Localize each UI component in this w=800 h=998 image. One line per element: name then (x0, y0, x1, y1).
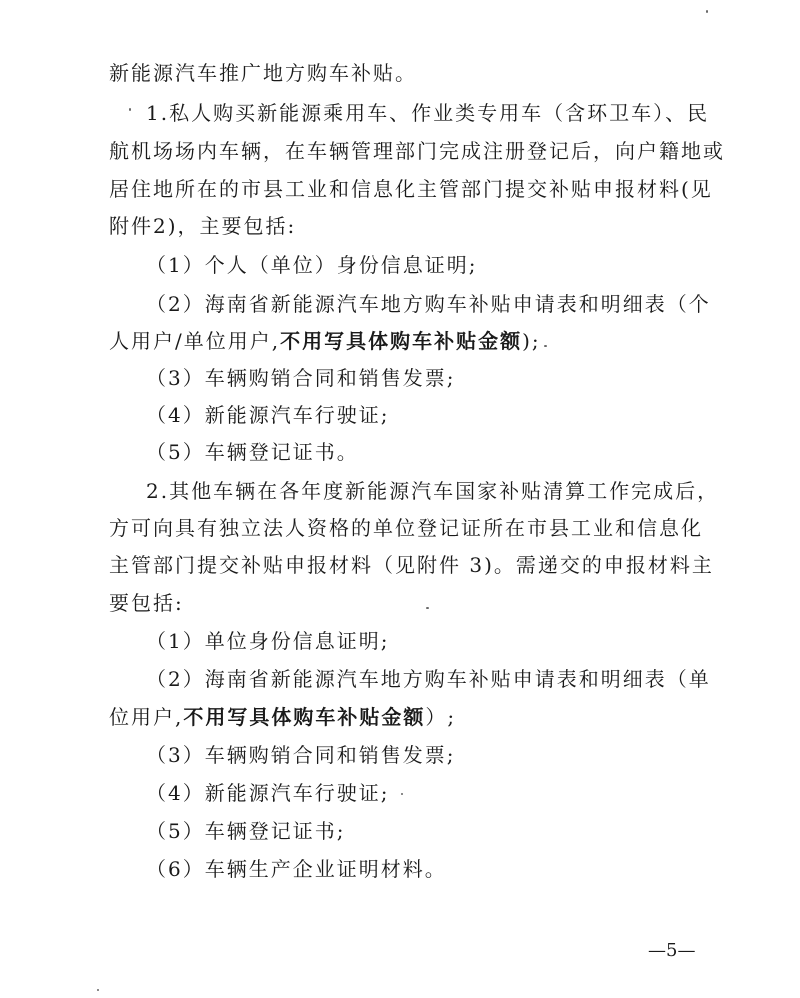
list-item (146, 857, 800, 881)
text-line: 居住地所在的市县工业和信息化主管部门提交补贴申报材料(见 (109, 177, 713, 201)
text-line: （3）车辆购销合同和销售发票; (146, 366, 456, 390)
list-item (146, 819, 800, 843)
scan-speck (544, 345, 547, 347)
list-item (146, 292, 800, 316)
text-line: （5）车辆登记证书。 (146, 440, 359, 464)
page-number: —5— (648, 940, 696, 961)
text-line: 新能源汽车推广地方购车补贴。 (109, 61, 417, 85)
text-line: 主管部门提交补贴申报材料（见附件 3)。需递交的申报材料主 (109, 553, 714, 577)
text-run: ）; (425, 705, 457, 729)
list-item (146, 667, 800, 691)
list-item (146, 629, 800, 653)
text-line-row (109, 177, 800, 201)
list-item-continuation (109, 329, 800, 353)
list-item (146, 403, 800, 427)
list-item (146, 743, 800, 767)
paragraph-continuation (109, 61, 800, 85)
text-line: （6）车辆生产企业证明材料。 (146, 857, 447, 881)
scan-speck (97, 989, 99, 991)
text-line: 2.其他车辆在各年度新能源汽车国家补贴清算工作完成后， (146, 479, 720, 503)
list-item (146, 440, 800, 464)
text-run: 位用户, (109, 705, 184, 729)
text-line: 1.私人购买新能源乘用车、作业类专用车（含环卫车）、民 (146, 101, 710, 125)
scan-speck (129, 108, 131, 111)
list-item (146, 253, 800, 277)
list-item-continuation (109, 705, 800, 729)
text-line-row (109, 214, 800, 238)
text-line: （1）单位身份信息证明; (146, 629, 390, 653)
list-item (146, 781, 800, 805)
bold-text-run: 不用写具体购车补贴金额 (280, 329, 523, 353)
text-line-row (109, 139, 800, 163)
text-line: 航机场场内车辆，在车辆管理部门完成注册登记后，向户籍地或 (109, 139, 725, 163)
text-line: 要包括: (109, 591, 184, 615)
item-2-heading (146, 479, 800, 503)
text-run: 人用户/单位用户, (109, 329, 281, 353)
text-line: （2）海南省新能源汽车地方购车补贴申请表和明细表（个 (146, 292, 711, 316)
text-line-row (109, 591, 800, 615)
scan-speck (426, 607, 429, 609)
text-line: （5）车辆登记证书; (146, 819, 346, 843)
text-line: （2）海南省新能源汽车地方购车补贴申请表和明细表（单 (146, 667, 711, 691)
scan-speck (401, 793, 403, 795)
scan-speck (706, 10, 708, 13)
text-line: （3）车辆购销合同和销售发票; (146, 743, 456, 767)
text-line: 附件2)，主要包括: (109, 214, 297, 238)
bold-text-run: 不用写具体购车补贴金额 (183, 705, 426, 729)
text-line: （4）新能源汽车行驶证; (146, 781, 390, 805)
text-line: 方可向具有独立法人资格的单位登记证所在市县工业和信息化 (109, 516, 703, 540)
text-line-row (109, 553, 800, 577)
item-1-heading (146, 101, 800, 125)
text-line-row (109, 516, 800, 540)
text-run: ); (522, 329, 541, 353)
text-line: （1）个人（单位）身份信息证明; (146, 253, 478, 277)
list-item (146, 366, 800, 390)
text-line: （4）新能源汽车行驶证; (146, 403, 390, 427)
